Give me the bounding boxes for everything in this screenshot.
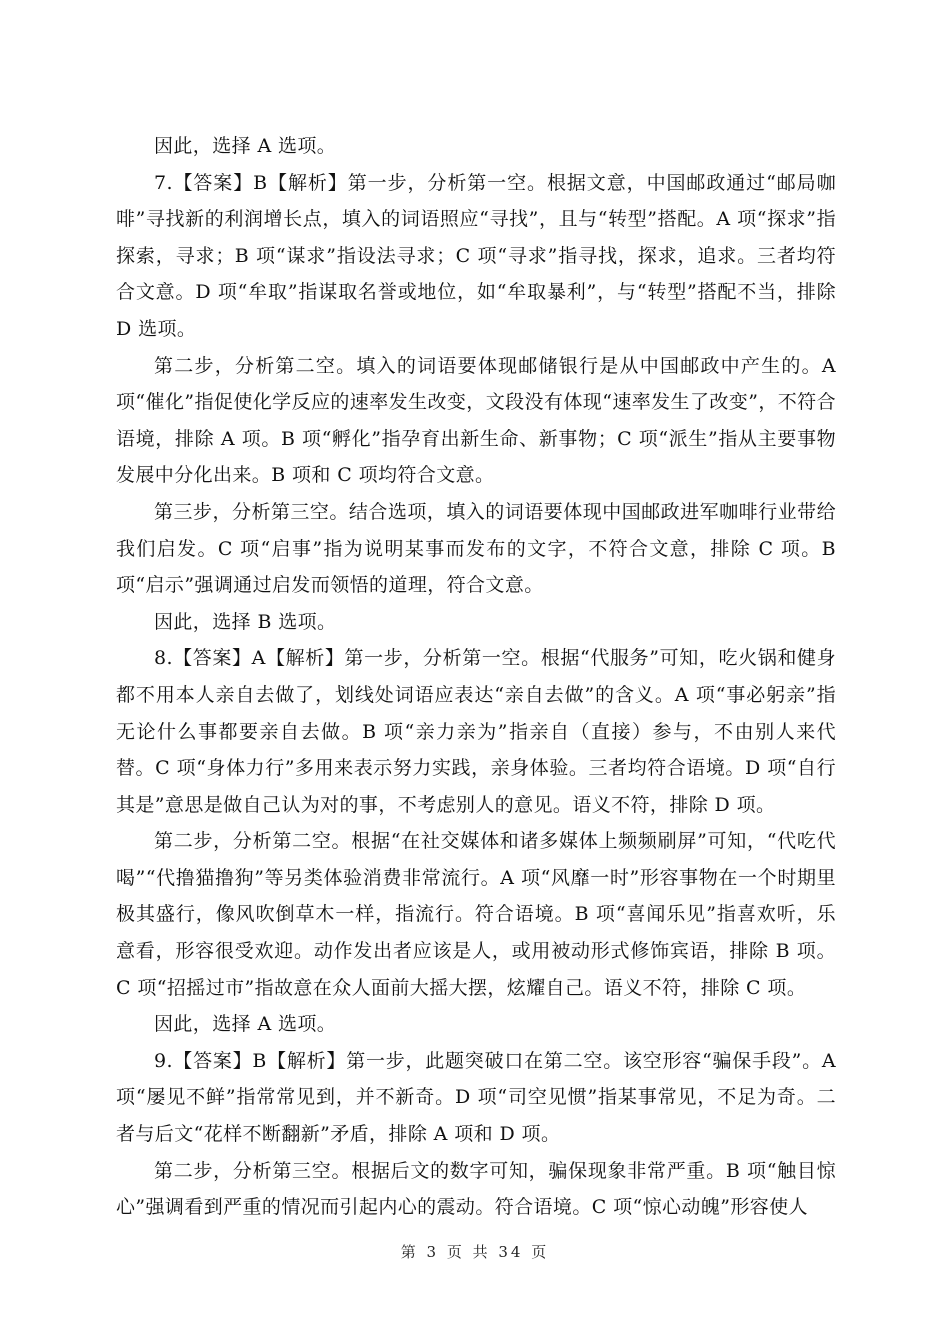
paragraph: 7.【答案】B【解析】第一步，分析第一空。根据文意，中国邮政通过“邮局咖啡”寻找新的利润增长点，填入的词语照应“寻找”，且与“转型”搭配。A 项“探求”指探索，寻求；B 项“谋求”指设法寻求；C 项“寻求”指寻找，探求，追求。三者均符合文意。D 项“牟取”指谋取名誉或地位，如“牟取暴利”，与“转型”搭配不当，排除 D 选项。 bbox=[116, 171, 836, 340]
paragraph: 因此，选择 B 选项。 bbox=[154, 610, 337, 633]
paragraph: 第三步，分析第三空。结合选项，填入的词语要体现中国邮政进军咖啡行业带给我们启发。C 项“启事”指为说明某事而发布的文字，不符合文意，排除 C 项。B 项“启示”强调通过启发而领悟的道理，符合文意。 bbox=[116, 500, 836, 597]
paragraph: 第二步，分析第三空。根据后文的数字可知，骗保现象非常严重。B 项“触目惊心”强调看到严重的情况而引起内心的震动。符合语境。C 项“惊心动魄”形容使人 bbox=[116, 1159, 836, 1219]
paragraph: 因此，选择 A 选项。 bbox=[154, 135, 337, 157]
page-number-footer: 第 3 页 共 34 页 bbox=[400, 1243, 550, 1261]
paragraph: 第二步，分析第二空。填入的词语要体现邮储银行是从中国邮政中产生的。A 项“催化”指促使化学反应的速率发生改变，文段没有体现“速率发生了改变”，不符合语境，排除 A 项。B 项“孵化”指孕育出新生命、新事物；C 项“派生”指从主要事物发展中分化出来。B 项和 C 项均符合文意。 bbox=[116, 354, 836, 487]
document-body bbox=[116, 128, 836, 1226]
paragraph: 9.【答案】B【解析】第一步，此题突破口在第二空。该空形容“骗保手段”。A 项“屡见不鲜”指常常见到，并不新奇。D 项“司空见惯”指某事常见，不足为奇。二者与后文“花样不断翻新”矛盾，排除 A 项和 D 项。 bbox=[116, 1049, 836, 1146]
paragraph: 因此，选择 A 选项。 bbox=[154, 1013, 337, 1036]
paragraph: 第二步，分析第二空。根据“在社交媒体和诸多媒体上频频刷屏”可知，“代吃代喝”“代撸猫撸狗”等另类体验消费非常流行。A 项“风靡一时”形容事物在一个时期里极其盛行，像风吹倒草木一样，指流行。符合语境。B 项“喜闻乐见”指喜欢听，乐意看，形容很受欢迎。动作发出者应该是人，或用被动形式修饰宾语，排除 B 项。C 项“招摇过市”指故意在众人面前大摇大摆，炫耀自己。语义不符，排除 C 项。 bbox=[116, 830, 836, 999]
paragraph: 8.【答案】A【解析】第一步，分析第一空。根据“代服务”可知，吃火锅和健身都不用本人亲自去做了，划线处词语应表达“亲自去做”的含义。A 项“事必躬亲”指无论什么事都要亲自去做。B 项“亲力亲为”指亲自（直接）参与，不由别人来代替。C 项“身体力行”多用来表示努力实践，亲身体验。三者均符合语境。D 项“自行其是”意思是做自己认为对的事，不考虑别人的意见。语义不符，排除 D 项。 bbox=[116, 647, 836, 816]
